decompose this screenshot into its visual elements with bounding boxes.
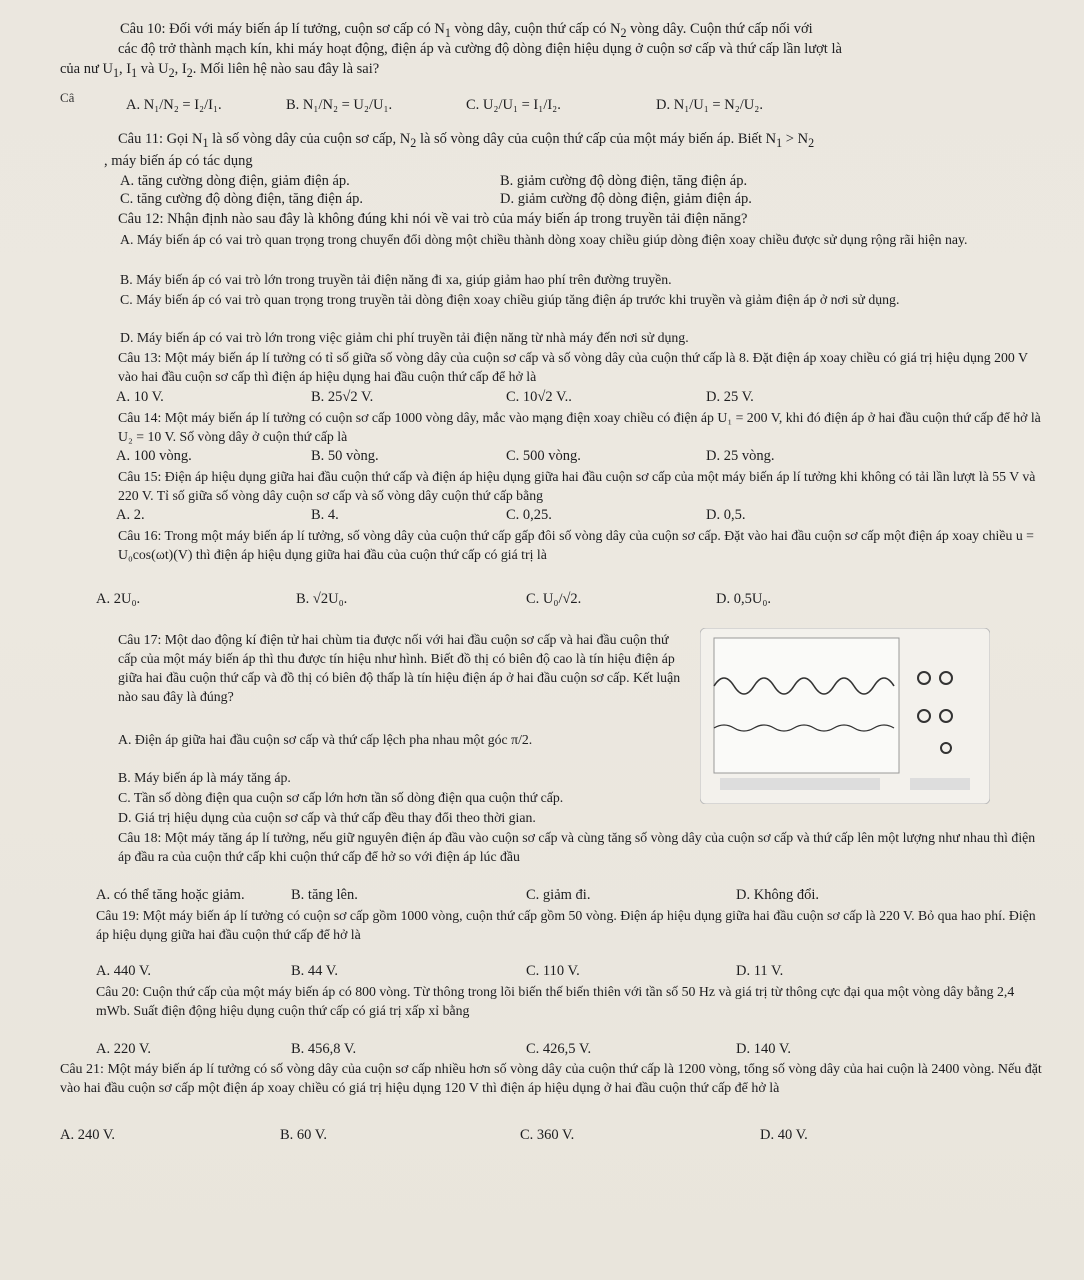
q11-line-1: Câu 11: Gọi $N_1$ là số vòng dây của cuộn sơ cấp, $N_2$ là số vòng dây của cuộn thứ cấp của một máy biến áp. Biết $N_1 > N_2$: [118, 131, 815, 150]
q19-option-d[interactable]: D. 11 V.: [736, 963, 784, 979]
q13-option-b[interactable]: B. 25√2 V.: [311, 389, 374, 405]
q16-question: Câu 16: Trong một máy biến áp lí tưởng, số vòng dây của cuộn thứ cấp gấp đôi số vòng dây của cuộn sơ cấp. Đặt vào hai đầu cuộn sơ cấp một điện áp xoay chiều u = U₀cos(ωt)(V) thì điện áp hiệu dụng giữa hai đầu của cuộn thứ cấp có giá trị là: [118, 528, 1034, 562]
q20-option-b[interactable]: B. 456,8 V.: [291, 1041, 357, 1057]
q21-option-b[interactable]: B. 60 V.: [280, 1127, 328, 1143]
q18-option-a[interactable]: A. có thể tăng hoặc giảm.: [96, 887, 245, 903]
oscilloscope-figure: [700, 628, 990, 804]
q11-option-a[interactable]: A. tăng cường dòng điện, giảm điện áp.: [120, 173, 350, 189]
q16-options: [96, 590, 1050, 610]
q10-option-b[interactable]: B. N₁/N₂ = U₂/U₁.: [286, 97, 393, 113]
q11-line-2: , máy biến áp có tác dụng: [104, 153, 253, 169]
q13-question: Câu 13: Một máy biến áp lí tưởng có tỉ số giữa số vòng dây của cuộn sơ cấp và số vòng dây của cuộn thứ cấp là 8. Đặt điện áp xoay chiều có giá trị hiệu dụng 200 V vào hai đầu cuộn sơ cấp thì điện áp hiệu dụng hai đầu cuộn thứ cấp để hở là: [118, 350, 1028, 384]
q16-option-a[interactable]: A. 2U₀.: [96, 591, 141, 607]
q13-option-c[interactable]: C. 10√2 V..: [506, 389, 572, 405]
q19-option-c[interactable]: C. 110 V.: [526, 963, 580, 979]
q17-option-a[interactable]: A. Điện áp giữa hai đầu cuộn sơ cấp và thứ cấp lệch pha nhau một góc π/2.: [118, 732, 533, 747]
q10-line-3: của nư $U_1$, $I_1$ và $U_2$, $I_2$. Mối liên hệ nào sau đây là sai?: [60, 61, 380, 80]
q11-option-d[interactable]: D. giảm cường độ dòng điện, giảm điện áp.: [500, 191, 752, 207]
q10-options: [96, 96, 1050, 116]
q11-option-b[interactable]: B. giảm cường độ dòng điện, tăng điện áp.: [500, 173, 748, 189]
q18-option-c[interactable]: C. giảm đi.: [526, 887, 591, 903]
q12-option-a[interactable]: A. Máy biến áp có vai trò quan trọng trong chuyển đổi dòng một chiều thành dòng xoay chiều giúp dòng điện xoay chiều được sử dụng rộng rãi hiện nay.: [120, 232, 968, 247]
q10-line-1: Câu 10: Đối với máy biến áp lí tưởng, cuộn sơ cấp có $N_1$ vòng dây, cuộn thứ cấp có $N_2$ vòng dây. Cuộn thứ cấp nối với: [120, 21, 813, 40]
q20-options: [96, 1040, 1050, 1060]
q14-option-c[interactable]: C. 500 vòng.: [506, 448, 581, 464]
q20-question: Câu 20: Cuộn thứ cấp của một máy biến áp có 800 vòng. Từ thông trong lõi biến thế biến thiên với tần số 50 Hz và giá trị từ thông cực đại qua một vòng dây bằng 2,4 mWb. Suất điện động hiệu dụng cuộn thứ cấp có giá trị xấp xỉ bằng: [96, 984, 1015, 1018]
q15-question: Câu 15: Điện áp hiệu dụng giữa hai đầu cuộn thứ cấp và điện áp hiệu dụng giữa hai đầu cuộn sơ cấp của một máy biến áp lí tưởng khi không có tải lần lượt là 55 V và 220 V. Tỉ số giữa số vòng dây cuộn sơ cấp và số vòng dây cuộn thứ cấp bằng: [118, 469, 1036, 503]
q14-options: [96, 447, 1050, 467]
q10-option-a[interactable]: A. N₁/N₂ = I₂/I₁.: [126, 97, 222, 113]
q12-option-d[interactable]: D. Máy biến áp có vai trò lớn trong việc giảm chi phí truyền tải điện năng từ nhà máy đến nơi sử dụng.: [120, 330, 689, 345]
q20-option-c[interactable]: C. 426,5 V.: [526, 1041, 592, 1057]
q12-question: Câu 12: Nhận định nào sau đây là không đúng khi nói về vai trò của máy biến áp trong truyền tải điện năng?: [118, 211, 748, 227]
q12-option-c[interactable]: C. Máy biến áp có vai trò quan trọng trong truyền tải dòng điện xoay chiều giúp tăng điện áp trước khi truyền và giảm điện áp ở nơi sử dụng.: [120, 292, 900, 307]
margin-mark: Câ: [60, 90, 75, 105]
q10-option-d[interactable]: D. N₁/U₁ = N₂/U₂.: [656, 97, 763, 113]
q14-question: Câu 14: Một máy biến áp lí tưởng có cuộn sơ cấp 1000 vòng dây, mắc vào mạng điện xoay chiều có điện áp U₁ = 200 V, khi đó điện áp ở hai đầu cuộn thứ cấp để hở là U₂ = 10 V. Số vòng dây ở cuộn thứ cấp là: [118, 410, 1041, 444]
q21-option-a[interactable]: A. 240 V.: [60, 1127, 116, 1143]
q13-option-d[interactable]: D. 25 V.: [706, 389, 754, 405]
q17-option-b[interactable]: B. Máy biến áp là máy tăng áp.: [118, 770, 291, 785]
q15-option-a[interactable]: A. 2.: [116, 507, 145, 523]
q21-question: Câu 21: Một máy biến áp lí tưởng có số vòng dây của cuộn sơ cấp nhiều hơn số vòng dây của cuộn thứ cấp là 1200 vòng, tổng số vòng dây của hai cuộn là 2400 vòng. Nếu đặt vào hai đầu cuộn sơ cấp một điện áp xoay chiều có giá trị hiệu dụng 120 V thì điện áp hiệu dụng ở hai đầu cuộn thứ cấp để hở là: [60, 1062, 1042, 1096]
q19-question: Câu 19: Một máy biến áp lí tưởng có cuộn sơ cấp gồm 1000 vòng, cuộn thứ cấp gồm 50 vòng. Điện áp hiệu dụng giữa hai đầu cuộn sơ cấp là 220 V. Bỏ qua hao phí. Điện áp hiệu dụng giữa hai đầu cuộn thứ cấp để hở là: [96, 908, 1036, 942]
q17-question: Câu 17: Một dao động kí điện tử hai chùm tia được nối với hai đầu cuộn sơ cấp và hai đầu cuộn thứ cấp của một máy biến áp thì thu được tín hiệu như hình. Biết đồ thị có biên độ cao là tín hiệu điện áp giữa hai đầu cuộn thứ cấp và đồ thị có biên độ thấp là tín hiệu điện áp ở hai đầu cuộn sơ cấp. Kết luận nào sau đây là đúng?: [118, 632, 681, 704]
q19-option-a[interactable]: A. 440 V.: [96, 963, 152, 979]
q21-option-d[interactable]: D. 40 V.: [760, 1127, 808, 1143]
q10-line-2: các độ trở thành mạch kín, khi máy hoạt động, điện áp và cường độ dòng điện hiệu dụng ở cuộn sơ cấp và thứ cấp lần lượt là: [118, 41, 842, 57]
q11-options-row1: [120, 172, 1050, 192]
q12-option-b[interactable]: B. Máy biến áp có vai trò lớn trong truyền tải điện năng đi xa, giúp giảm hao phí trên đường truyền.: [120, 272, 672, 287]
q13-option-a[interactable]: A. 10 V.: [116, 389, 164, 405]
q18-options: [96, 886, 1050, 906]
q11-option-c[interactable]: C. tăng cường độ dòng điện, tăng điện áp.: [120, 191, 364, 207]
q18-option-b[interactable]: B. tăng lên.: [291, 887, 358, 903]
q13-options: [96, 388, 1050, 408]
q21-option-c[interactable]: C. 360 V.: [520, 1127, 575, 1143]
q18-question: Câu 18: Một máy tăng áp lí tưởng, nếu giữ nguyên điện áp đầu vào cuộn sơ cấp và cùng tăng số vòng dây của cuộn sơ cấp và thứ cấp lên một lượng như nhau thì điện áp đầu ra của cuộn thứ cấp khi cuộn thứ cấp để hở so với điện áp lúc đầu: [118, 830, 1036, 864]
q17-option-d[interactable]: D. Giá trị hiệu dụng của cuộn sơ cấp và thứ cấp đều thay đổi theo thời gian.: [118, 810, 536, 825]
q21-options: [60, 1126, 1050, 1146]
q14-option-a[interactable]: A. 100 vòng.: [116, 448, 192, 464]
q20-option-d[interactable]: D. 140 V.: [736, 1041, 792, 1057]
q11-options-row2: [120, 190, 1050, 210]
q16-option-c[interactable]: C. U₀/√2.: [526, 591, 582, 607]
q20-option-a[interactable]: A. 220 V.: [96, 1041, 152, 1057]
q15-option-d[interactable]: D. 0,5.: [706, 507, 746, 523]
q15-option-b[interactable]: B. 4.: [311, 507, 339, 523]
q14-option-d[interactable]: D. 25 vòng.: [706, 448, 775, 464]
q14-option-b[interactable]: B. 50 vòng.: [311, 448, 379, 464]
q17-option-c[interactable]: C. Tần số dòng điện qua cuộn sơ cấp lớn hơn tần số dòng điện qua cuộn thứ cấp.: [118, 790, 564, 805]
q16-option-d[interactable]: D. 0,5U₀.: [716, 591, 771, 607]
q18-option-d[interactable]: D. Không đổi.: [736, 887, 819, 903]
q19-options: [96, 962, 1050, 982]
q19-option-b[interactable]: B. 44 V.: [291, 963, 339, 979]
q16-option-b[interactable]: B. √2U₀.: [296, 591, 348, 607]
q15-options: [96, 506, 1050, 526]
q15-option-c[interactable]: C. 0,25.: [506, 507, 552, 523]
q10-option-c[interactable]: C. U₂/U₁ = I₁/I₂.: [466, 97, 561, 113]
